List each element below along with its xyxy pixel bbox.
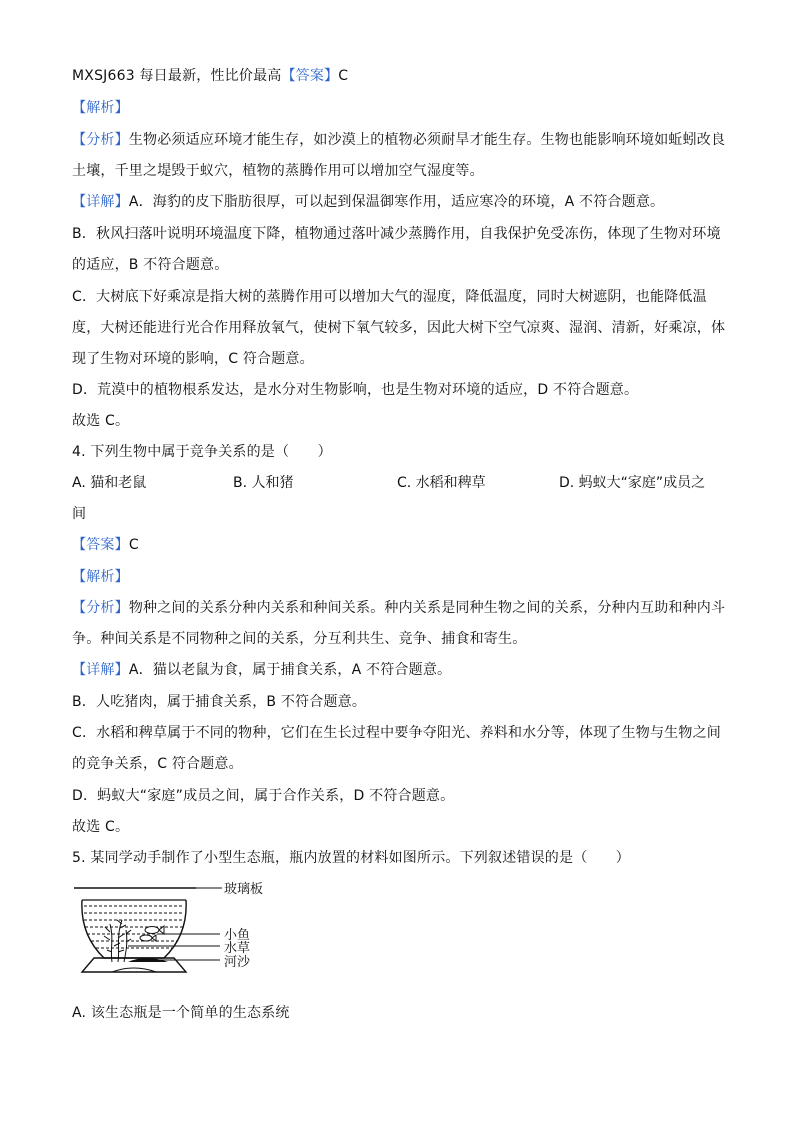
q4-option-b: B. 人和猪: [233, 475, 294, 491]
q3-option-c-line-2: 度，大树还能进行光合作用释放氧气，使树下氧气较多，因此大树下空气凉爽、湿润、清新，好乘凉，体: [72, 320, 726, 336]
q3-option-c-line-1: C．大树底下好乘凉是指大树的蒸腾作用可以增加大气的湿度，降低温度，同时大树遮阴，也能降低温: [72, 289, 707, 305]
q4-answer-line: [72, 535, 722, 555]
label-small-fish: 小鱼: [224, 928, 251, 943]
header-code: MXSJ663: [72, 68, 135, 84]
ecobottle-figure: [72, 880, 292, 980]
q4-answer-value: C: [128, 537, 139, 553]
q4-answer-tag: 【答案】: [72, 537, 129, 553]
q3-option-d-line-1: D．荒漠中的植物根系发达，是水分对生物影响，也是生物对环境的适应，D 不符合题意。: [72, 382, 639, 398]
q4-option-b-explain: B．人吃猪肉，属于捕食关系，B 不符合题意。: [72, 694, 367, 710]
q3-fenxi-tag: 【分析】: [72, 132, 129, 148]
answer-value: C: [338, 68, 349, 84]
q4-conclusion: 故选 C。: [72, 819, 130, 835]
q4-analysis-tag: 【解析】: [72, 569, 129, 585]
q3-option-b-line-2: 的适应，B 不符合题意。: [72, 257, 229, 273]
q3-xiangjie-tag: 【详解】: [72, 194, 129, 210]
q4-fenxi-line-1: [72, 598, 726, 618]
q3-fenxi-line-2: 土壤，千里之堤毁于蚁穴，植物的蒸腾作用可以增加空气湿度等。: [72, 163, 484, 179]
q4-fenxi-line-2: 争。种间关系是不同物种之间的关系，分互利共生、竞争、捕食和寄生。: [72, 631, 527, 647]
label-water-plant: 水草: [224, 941, 251, 956]
q4-fenxi-tag: 【分析】: [72, 600, 129, 616]
q4-fenxi-text-1: 物种之间的关系分种内关系和种间关系。种内关系是同种生物之间的关系，分种内互助和种内斗: [128, 600, 726, 616]
q4-option-a-explain: A．猫以老鼠为食，属于捕食关系，A 不符合题意。: [128, 662, 452, 678]
q4-option-a: A. 猫和老鼠: [72, 475, 147, 491]
q5-option-a: A. 该生态瓶是一个简单的生态系统: [72, 1005, 290, 1021]
q4-option-c-line-2: 的竞争关系，C 符合题意。: [72, 756, 243, 772]
q3-conclusion: 故选 C。: [72, 413, 130, 429]
q3-xiangjie-line-a: [72, 192, 722, 212]
label-leaders: [128, 888, 222, 960]
answer-tag: 【答案】: [281, 68, 339, 84]
q4-xiangjie-tag: 【详解】: [72, 662, 129, 678]
q3-fenxi-line-1: [72, 130, 726, 150]
q4-option-d: D. 蚂蚁大“家庭”成员之: [559, 475, 706, 491]
q4-option-c: C. 水稻和稗草: [397, 475, 486, 491]
q5-stem: 5. 某同学动手制作了小型生态瓶，瓶内放置的材料如图所示。下列叙述错误的是（ ）: [72, 850, 631, 866]
q3-option-b-line-1: B．秋风扫落叶说明环境温度下降，植物通过落叶减少蒸腾作用，自我保护免受冻伤，体现了生物对环境: [72, 226, 721, 242]
q3-option-a-explain: A．海豹的皮下脂肪很厚，可以起到保温御寒作用，适应寒冷的环境，A 不符合题意。: [128, 194, 665, 210]
header-slogan: 每日最新，性比价最高: [139, 68, 282, 84]
q4-xiangjie-line-a: [72, 660, 722, 680]
q3-analysis-tag: 【解析】: [72, 100, 129, 116]
q4-option-d-explain: D．蚂蚁大“家庭”成员之间，属于合作关系，D 不符合题意。: [72, 788, 455, 804]
q4-option-c-line-1: C．水稻和稗草属于不同的物种，它们在生长过程中要争夺阳光、养料和水分等，体现了生物与生物之间: [72, 725, 721, 741]
q3-option-c-line-3: 现了生物对环境的影响，C 符合题意。: [72, 351, 314, 367]
water-lines: [84, 906, 184, 948]
label-glass-plate: 玻璃板: [224, 882, 264, 897]
header-line: [72, 66, 722, 86]
q4-options: [72, 473, 722, 493]
label-river-sand: 河沙: [224, 955, 251, 970]
q4-stem: 4. 下列生物中属于竞争关系的是（ ）: [72, 444, 332, 460]
bottle-outline: [82, 900, 186, 958]
q4-option-wrap: 间: [72, 506, 87, 522]
q3-fenxi-text-1: 生物必须适应环境才能生存，如沙漠上的植物必须耐旱才能生存。生物也能影响环境如蚯蚓改良: [128, 132, 726, 148]
